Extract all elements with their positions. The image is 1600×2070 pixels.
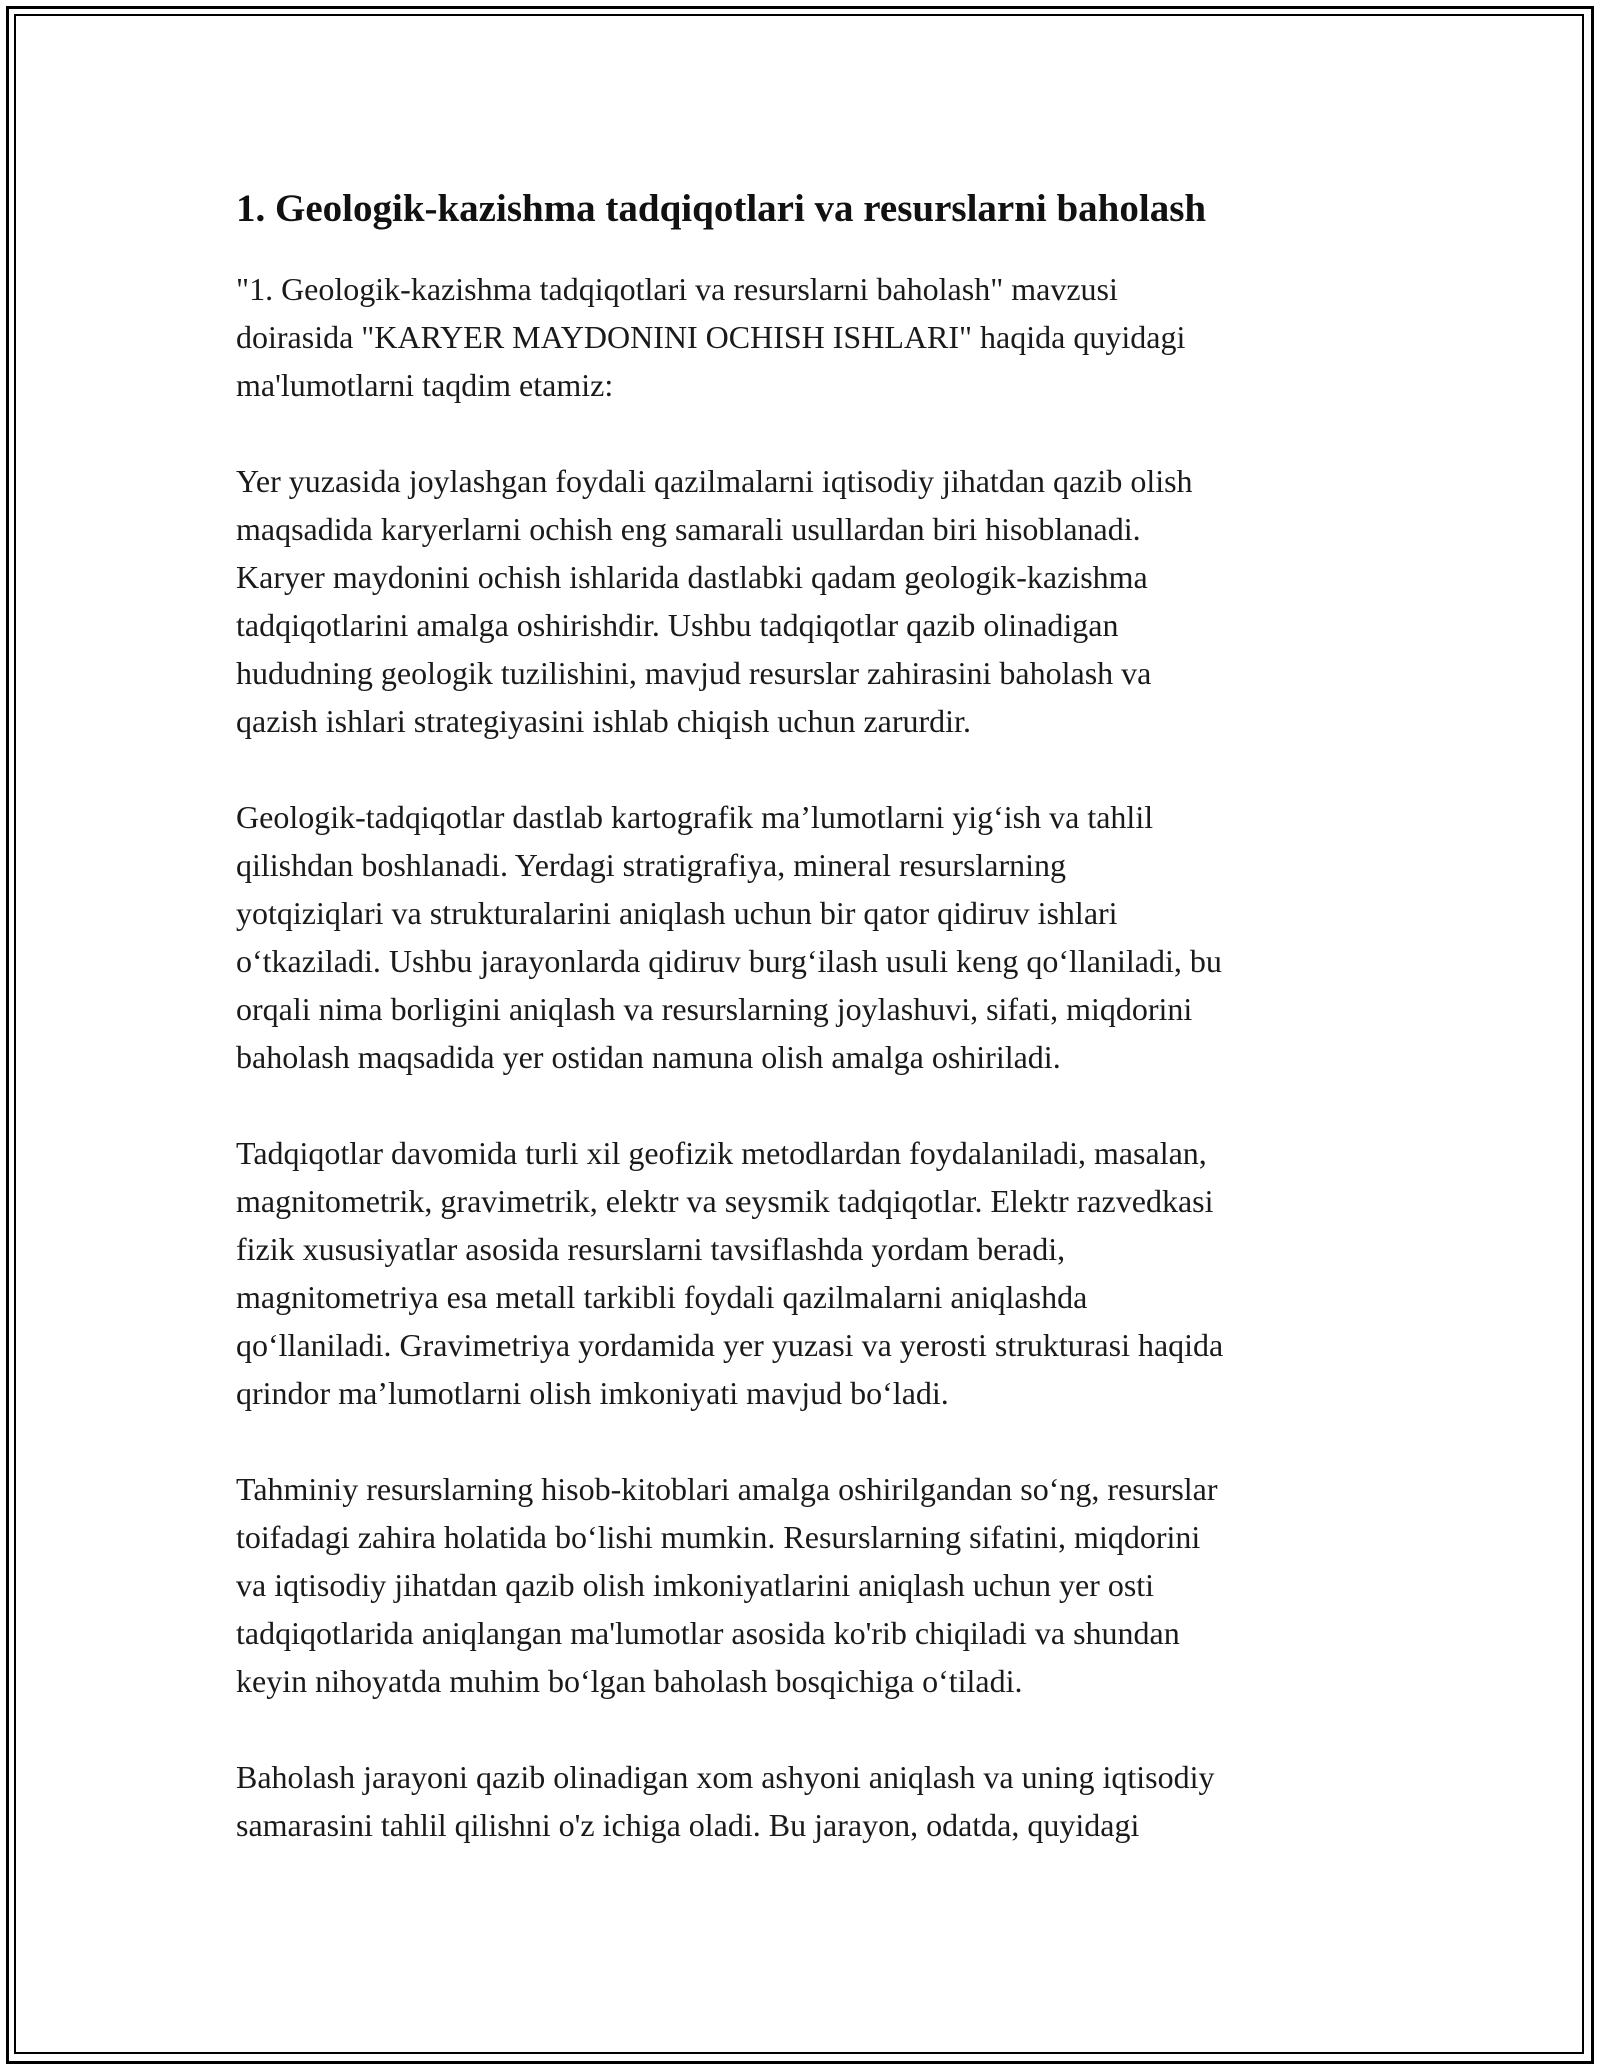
text-line: Karyer maydonini ochish ishlarida dastlabki qadam geologik-kazishma xyxy=(236,558,1148,595)
text-line: ma'lumotlarni taqdim etamiz: xyxy=(236,366,614,403)
text-line: maqsadida karyerlarni ochish eng samarali usullardan biri hisoblanadi. xyxy=(236,510,1141,547)
text-line: samarasini tahlil qilishni o'z ichiga oladi. Bu jarayon, odatda, quyidagi xyxy=(236,1806,1140,1843)
text-line: qrindor ma’lumotlarni olish imkoniyati mavjud bo‘ladi. xyxy=(236,1374,949,1411)
text-line: Tahminiy resurslarning hisob-kitoblari amalga oshirilgandan so‘ng, resurslar xyxy=(236,1470,1218,1507)
text-line: hududning geologik tuzilishini, mavjud resurslar zahirasini baholash va xyxy=(236,654,1152,691)
text-line: magnitometriya esa metall tarkibli foydali qazilmalarni aniqlashda xyxy=(236,1278,1088,1315)
paragraph-geofizik-metodlar xyxy=(236,1129,1386,1417)
text-line: Tadqiqotlar davomida turli xil geofizik metodlardan foydalaniladi, masalan, xyxy=(236,1134,1207,1171)
text-line: doirasida "KARYER MAYDONINI OCHISH ISHLARI" haqida quyidagi xyxy=(236,318,1186,355)
text-line: yotqiziqlari va strukturalarini aniqlash uchun bir qator qidiruv ishlari xyxy=(236,894,1118,931)
paragraph-resurslar-hisobi xyxy=(236,1465,1386,1705)
text-line: fizik xususiyatlar asosida resurslarni tavsiflashda yordam beradi, xyxy=(236,1230,1066,1267)
text-line: qo‘llaniladi. Gravimetriya yordamida yer yuzasi va yerosti strukturasi haqida xyxy=(236,1326,1224,1363)
text-line: magnitometrik, gravimetrik, elektr va seysmik tadqiqotlar. Elektr razvedkasi xyxy=(236,1182,1214,1219)
text-line: tadqiqotlarini amalga oshirishdir. Ushbu tadqiqotlar qazib olinadigan xyxy=(236,606,1119,643)
text-line: keyin nihoyatda muhim bo‘lgan baholash bosqichiga o‘tiladi. xyxy=(236,1662,1023,1699)
text-line: qilishdan boshlanadi. Yerdagi stratigrafiya, mineral resurslarning xyxy=(236,846,1067,883)
text-line: Yer yuzasida joylashgan foydali qazilmalarni iqtisodiy jihatdan qazib olish xyxy=(236,462,1193,499)
text-line: Baholash jarayoni qazib olinadigan xom ashyoni aniqlash va uning iqtisodiy xyxy=(236,1758,1215,1795)
text-line: o‘tkaziladi. Ushbu jarayonlarda qidiruv burg‘ilash usuli keng qo‘llaniladi, bu xyxy=(236,942,1222,979)
paragraph-baholash-jarayoni xyxy=(236,1753,1386,1849)
paragraph-karyer-ochish xyxy=(236,457,1386,745)
text-line: qazish ishlari strategiyasini ishlab chiqish uchun zarurdir. xyxy=(236,702,971,739)
text-line: baholash maqsadida yer ostidan namuna olish amalga oshiriladi. xyxy=(236,1038,1061,1075)
text-line: toifadagi zahira holatida bo‘lishi mumkin. Resurslarning sifatini, miqdorini xyxy=(236,1518,1201,1555)
text-line: "1. Geologik-kazishma tadqiqotlari va resurslarni baholash" mavzusi xyxy=(236,270,1118,307)
text-line: Geologik-tadqiqotlar dastlab kartografik ma’lumotlarni yig‘ish va tahlil xyxy=(236,798,1154,835)
text-line: va iqtisodiy jihatdan qazib olish imkoniyatlarini aniqlash uchun yer osti xyxy=(236,1566,1155,1603)
page-title: 1. Geologik-kazishma tadqiqotlari va resurslarni baholash xyxy=(236,187,1207,230)
paragraph-intro xyxy=(236,265,1386,409)
text-line: tadqiqotlarida aniqlangan ma'lumotlar asosida ko'rib chiqiladi va shundan xyxy=(236,1614,1180,1651)
document-body xyxy=(236,186,1386,1897)
text-line: orqali nima borligini aniqlash va resurslarning joylashuvi, sifati, miqdorini xyxy=(236,990,1193,1027)
paragraph-geologik-tadqiqotlar xyxy=(236,793,1386,1081)
